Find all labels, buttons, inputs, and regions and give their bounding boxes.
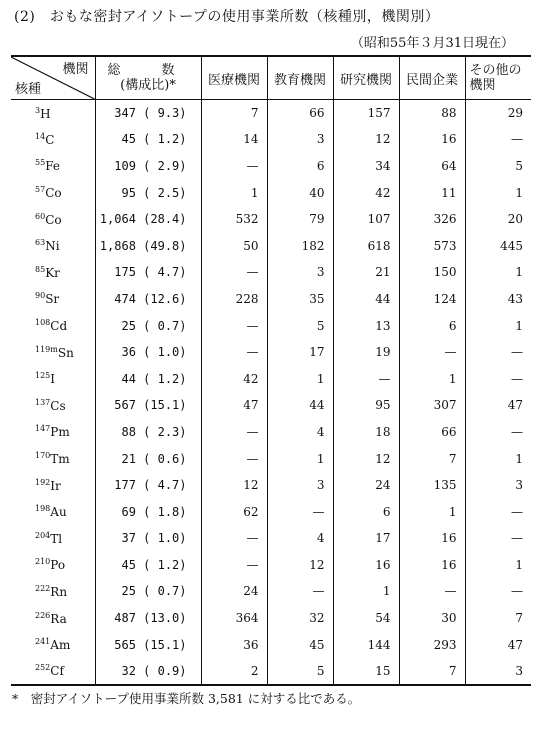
table-row [11,578,531,605]
education-cell: 182 [267,232,333,259]
medical-cell: 24 [201,578,267,605]
other-cell: 1 [465,259,531,286]
nuclide-cell: $^{90}$Sr [35,291,60,307]
other-cell: 43 [465,286,531,313]
header-row [11,56,531,100]
total-cell: 177 ( 4.7) [95,472,201,499]
nuclide-cell: $^{14}$C [35,131,55,147]
private-cell: 326 [399,206,465,233]
reference-date: （昭和55年３月31日現在） [350,36,514,51]
nuclide-cell: $^{192}$Ir [35,477,61,493]
medical-cell: 62 [201,498,267,525]
header-research: 研究機関 [333,56,399,100]
table-row [11,498,531,525]
total-cell: 32 ( 0.9) [95,658,201,685]
education-cell: 1 [267,365,333,392]
research-cell: 13 [333,312,399,339]
table-row [11,392,531,419]
nuclide-cell: $^{226}$Ra [35,610,67,626]
private-cell: 88 [399,100,465,127]
table-body [11,100,531,685]
private-cell: 135 [399,472,465,499]
research-cell: 12 [333,445,399,472]
research-cell: 95 [333,392,399,419]
table-row [11,552,531,579]
total-cell: 45 ( 1.2) [95,552,201,579]
other-cell: 3 [465,472,531,499]
research-cell: 16 [333,552,399,579]
research-cell: 42 [333,179,399,206]
table-row [11,631,531,658]
other-cell: — [465,339,531,366]
other-cell: 7 [465,605,531,632]
private-cell: 16 [399,525,465,552]
private-cell: 307 [399,392,465,419]
nuclide-cell: $^{252}$Cf [11,658,95,685]
medical-cell: 228 [201,286,267,313]
medical-cell: — [201,339,267,366]
nuclide-cell: $^{60}$Co [35,211,62,227]
total-cell: 1,868 (49.8) [95,232,201,259]
table-row [11,605,531,632]
nuclide-cell: $^{222}$Rn [35,583,68,599]
nuclide-cell: $^{241}$Am [35,637,71,653]
private-cell: — [399,578,465,605]
private-cell: 64 [399,153,465,180]
total-cell: 487 (13.0) [95,605,201,632]
medical-cell: 42 [201,365,267,392]
private-cell: 1 [399,498,465,525]
nuclide-cell: $^{147}$Pm [35,424,70,440]
total-cell: 565 (15.1) [95,631,201,658]
research-cell: 12 [333,126,399,153]
total-cell: 21 ( 0.6) [95,445,201,472]
total-cell: 44 ( 1.2) [95,365,201,392]
medical-cell: — [201,445,267,472]
medical-cell: 364 [201,605,267,632]
education-cell: 3 [267,126,333,153]
total-cell: 88 ( 2.3) [95,419,201,446]
research-cell: 34 [333,153,399,180]
other-cell: 20 [465,206,531,233]
header-private: 民間企業 [399,56,465,100]
table-row [11,126,531,153]
table-row [11,179,531,206]
education-cell: 3 [267,472,333,499]
table-row [11,658,531,685]
corner-header [11,56,95,100]
education-cell: 40 [267,179,333,206]
private-cell: 66 [399,419,465,446]
nuclide-cell: $^3$H [35,105,51,121]
other-cell: 5 [465,153,531,180]
private-cell: 6 [399,312,465,339]
table-row [11,312,531,339]
nuclide-cell: $^{55}$Fe [35,158,60,174]
table-row [11,365,531,392]
other-cell: 1 [465,179,531,206]
education-cell: — [267,498,333,525]
nuclide-cell: $^{63}$Ni [35,238,60,254]
nuclide-cell: $^{85}$Kr [35,264,60,280]
medical-cell: 50 [201,232,267,259]
table-title: (2) おもな密封アイソトープの使用事業所数（核種別，機関別） [14,9,440,25]
total-cell: 69 ( 1.8) [95,498,201,525]
education-cell: 32 [267,605,333,632]
total-cell: 175 ( 4.7) [95,259,201,286]
education-cell: 79 [267,206,333,233]
corner-label-institution: 機関 [62,62,89,77]
medical-cell: — [201,312,267,339]
education-cell: 44 [267,392,333,419]
private-cell: 124 [399,286,465,313]
total-cell: 95 ( 2.5) [95,179,201,206]
private-cell: 7 [399,445,465,472]
private-cell: 30 [399,605,465,632]
education-cell: 45 [267,631,333,658]
table-row [11,232,531,259]
education-cell: 35 [267,286,333,313]
private-cell: 573 [399,232,465,259]
header-medical: 医療機関 [201,56,267,100]
nuclide-cell: $^{119m}$Sn [35,344,74,360]
medical-cell: 36 [201,631,267,658]
research-cell: 44 [333,286,399,313]
other-cell: 1 [465,552,531,579]
medical-cell: — [201,153,267,180]
other-cell: — [465,525,531,552]
other-cell: — [465,578,531,605]
education-cell: 17 [267,339,333,366]
header-other: その他の 機関 [465,56,531,100]
education-cell: 6 [267,153,333,180]
total-cell: 45 ( 1.2) [95,126,201,153]
education-cell: 5 [267,658,333,685]
nuclide-cell: $^{204}$Tl [35,530,63,546]
research-cell: 24 [333,472,399,499]
medical-cell: — [201,259,267,286]
research-cell: 54 [333,605,399,632]
nuclide-cell: $^{137}$Cs [35,397,66,413]
research-cell: 6 [333,498,399,525]
table-row [11,100,531,127]
header-total: 総 数 (構成比)* [95,56,201,100]
footnote: * 密封アイソトープ使用事業所数 3,581 に対する比である。 [12,691,361,706]
private-cell: 7 [399,658,465,685]
other-cell: — [465,419,531,446]
research-cell: 19 [333,339,399,366]
nuclide-cell: $^{198}$Au [35,504,67,520]
private-cell: 11 [399,179,465,206]
private-cell: 293 [399,631,465,658]
other-cell: — [465,365,531,392]
other-cell: 29 [465,100,531,127]
private-cell: 16 [399,126,465,153]
education-cell: 1 [267,445,333,472]
research-cell: 144 [333,631,399,658]
education-cell: — [267,578,333,605]
total-cell: 347 ( 9.3) [95,100,201,127]
other-cell: — [465,126,531,153]
other-cell: 1 [465,445,531,472]
total-cell: 37 ( 1.0) [95,525,201,552]
private-cell: 16 [399,552,465,579]
table-row [11,206,531,233]
medical-cell: — [201,525,267,552]
research-cell: 15 [333,658,399,685]
total-cell: 109 ( 2.9) [95,153,201,180]
table-row [11,472,531,499]
other-cell: 1 [465,312,531,339]
medical-cell: 532 [201,206,267,233]
education-cell: 4 [267,525,333,552]
nuclide-cell: $^{125}$I [35,371,56,387]
table-row [11,339,531,366]
table-row [11,286,531,313]
corner-label-nuclide: 核種 [15,82,42,97]
nuclide-cell: $^{170}$Tm [35,451,70,467]
medical-cell: — [201,552,267,579]
other-cell: — [465,498,531,525]
research-cell: 21 [333,259,399,286]
total-cell: 25 ( 0.7) [95,312,201,339]
research-cell: 1 [333,578,399,605]
other-cell: 47 [465,392,531,419]
table-row [11,445,531,472]
table-row [11,525,531,552]
other-cell: 47 [465,631,531,658]
medical-cell: 7 [201,100,267,127]
private-cell: 1 [399,365,465,392]
header-education: 教育機関 [267,56,333,100]
private-cell: — [399,339,465,366]
research-cell: 618 [333,232,399,259]
medical-cell: 47 [201,392,267,419]
nuclide-cell: $^{108}$Cd [35,318,68,334]
education-cell: 66 [267,100,333,127]
table-row [11,153,531,180]
medical-cell: 12 [201,472,267,499]
medical-cell: 14 [201,126,267,153]
nuclide-cell: $^{57}$Co [35,185,62,201]
medical-cell: 2 [201,658,267,685]
research-cell: 107 [333,206,399,233]
education-cell: 5 [267,312,333,339]
research-cell: 157 [333,100,399,127]
medical-cell: 1 [201,179,267,206]
education-cell: 4 [267,419,333,446]
isotope-table [11,55,531,686]
total-cell: 474 (12.6) [95,286,201,313]
private-cell: 150 [399,259,465,286]
total-cell: 567 (15.1) [95,392,201,419]
nuclide-cell: $^{210}$Po [35,557,66,573]
total-cell: 25 ( 0.7) [95,578,201,605]
total-cell: 1,064 (28.4) [95,206,201,233]
other-cell: 445 [465,232,531,259]
education-cell: 12 [267,552,333,579]
total-cell: 36 ( 1.0) [95,339,201,366]
table-row [11,259,531,286]
table-row [11,419,531,446]
education-cell: 3 [267,259,333,286]
medical-cell: — [201,419,267,446]
research-cell: — [333,365,399,392]
research-cell: 18 [333,419,399,446]
other-cell: 3 [465,658,531,685]
research-cell: 17 [333,525,399,552]
